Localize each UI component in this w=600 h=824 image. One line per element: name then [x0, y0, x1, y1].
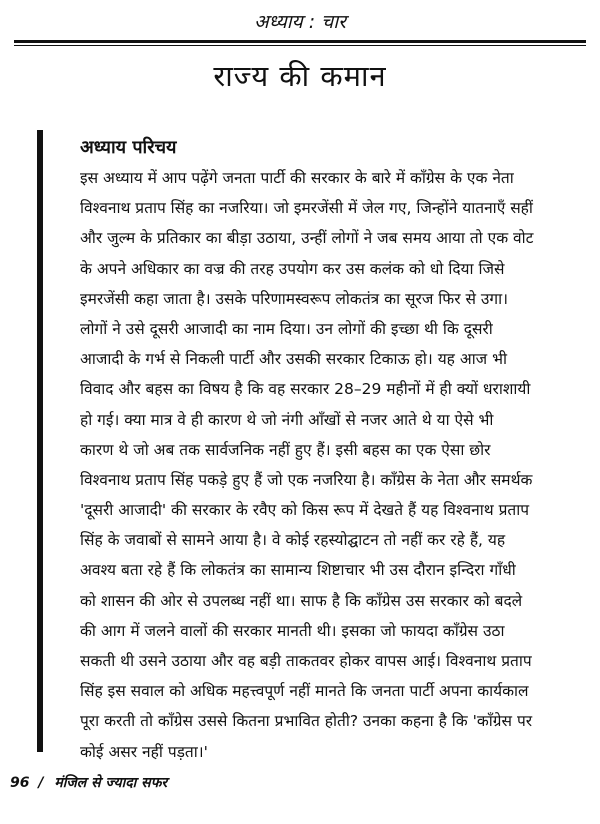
text-line: कारण थे जो अब तक सार्वजनिक नहीं हुए हैं। इसी बहस का एक ऐसा छोर	[80, 440, 491, 459]
section-side-bar	[37, 130, 43, 752]
text-line: सिंह इस सवाल को अधिक महत्त्वपूर्ण नहीं मानते कि जनता पार्टी अपना कार्यकाल	[80, 682, 529, 701]
text-line: सिंह के जवाबों से सामने आया है। वे कोई रहस्योद्घाटन तो नहीं कर रहे हैं, यह	[80, 531, 506, 550]
text-line: की आग में जलने वालों की सरकार मानती थी। इसका जो फायदा कॉंग्रेस उठा	[80, 621, 505, 640]
page-footer	[10, 771, 167, 795]
chapter-introduction-text	[80, 163, 584, 767]
chapter-title: राज्य की कमान	[213, 59, 387, 93]
text-line: 'दूसरी आजादी' की सरकार के रवैए को किस रूप में देखते हैं यह विश्वनाथ प्रताप	[80, 501, 530, 520]
text-line: इस अध्याय में आप पढ़ेंगे जनता पार्टी की सरकार के बारे में कॉंग्रेस के एक नेता	[80, 169, 514, 187]
header-rule	[14, 40, 586, 43]
text-line: सकती थी उसने उठाया और वह बड़ी ताकतवर होकर वापस आई। विश्वनाथ प्रताप	[80, 652, 532, 670]
text-line: लोगों ने उसे दूसरी आजादी का नाम दिया। उन लोगों की इच्छा थी कि दूसरी	[80, 319, 493, 338]
text-line: के अपने अधिकार का वज्र की तरह उपयोग कर उस कलंक को धो दिया जिसे	[80, 259, 505, 278]
footer-separator: /	[38, 775, 44, 791]
section-heading: अध्याय परिचय	[80, 137, 177, 158]
text-line: विश्वनाथ प्रताप सिंह पकड़े हुए हैं जो एक नजरिया है। कॉंग्रेस के नेता और समर्थक	[80, 470, 533, 489]
header-rule-thin	[14, 45, 586, 46]
text-line: अवश्य बता रहे हैं कि लोकतंत्र का सामान्य शिष्टाचार भी उस दौरान इन्दिरा गाँधी	[80, 561, 516, 580]
text-line: विवाद और बहस का विषय है कि वह सरकार 28–29 महीनों में ही क्यों धराशायी	[80, 380, 531, 399]
text-line: आजादी के गर्भ से निकली पार्टी और उसकी सरकार टिकाऊ हो। यह आज भी	[80, 350, 508, 369]
text-line: इमरजेंसी कहा जाता है। उसके परिणामस्वरूप लोकतंत्र का सूरज फिर से उगा।	[80, 289, 508, 308]
text-line: पूरा करती तो कॉंग्रेस उससे कितना प्रभावित होती? उनका कहना है कि 'कॉंग्रेस पर	[80, 712, 533, 731]
page-number: 96	[10, 775, 30, 791]
text-line: को शासन की ओर से उपलब्ध नहीं था। साफ है कि कॉंग्रेस उस सरकार को बदले	[80, 591, 523, 610]
text-line: विश्वनाथ प्रताप सिंह का नजरिया। जो इमरजेंसी में जेल गए, जिन्होंने यातनाएँ सहीं	[80, 199, 533, 218]
book-title: मंजिल से ज्यादा सफर	[54, 775, 168, 791]
text-line: कोई असर नहीं पड़ता।'	[80, 742, 208, 761]
chapter-label: अध्याय : चार	[254, 11, 346, 33]
text-line: हो गई। क्या मात्र वे ही कारण थे जो नंगी आँखों से नजर आते थे या ऐसे भी	[80, 410, 494, 429]
text-line: और जुल्म के प्रतिकार का बीड़ा उठाया, उन्हीं लोगों ने जब समय आया तो एक वोट	[80, 229, 534, 248]
